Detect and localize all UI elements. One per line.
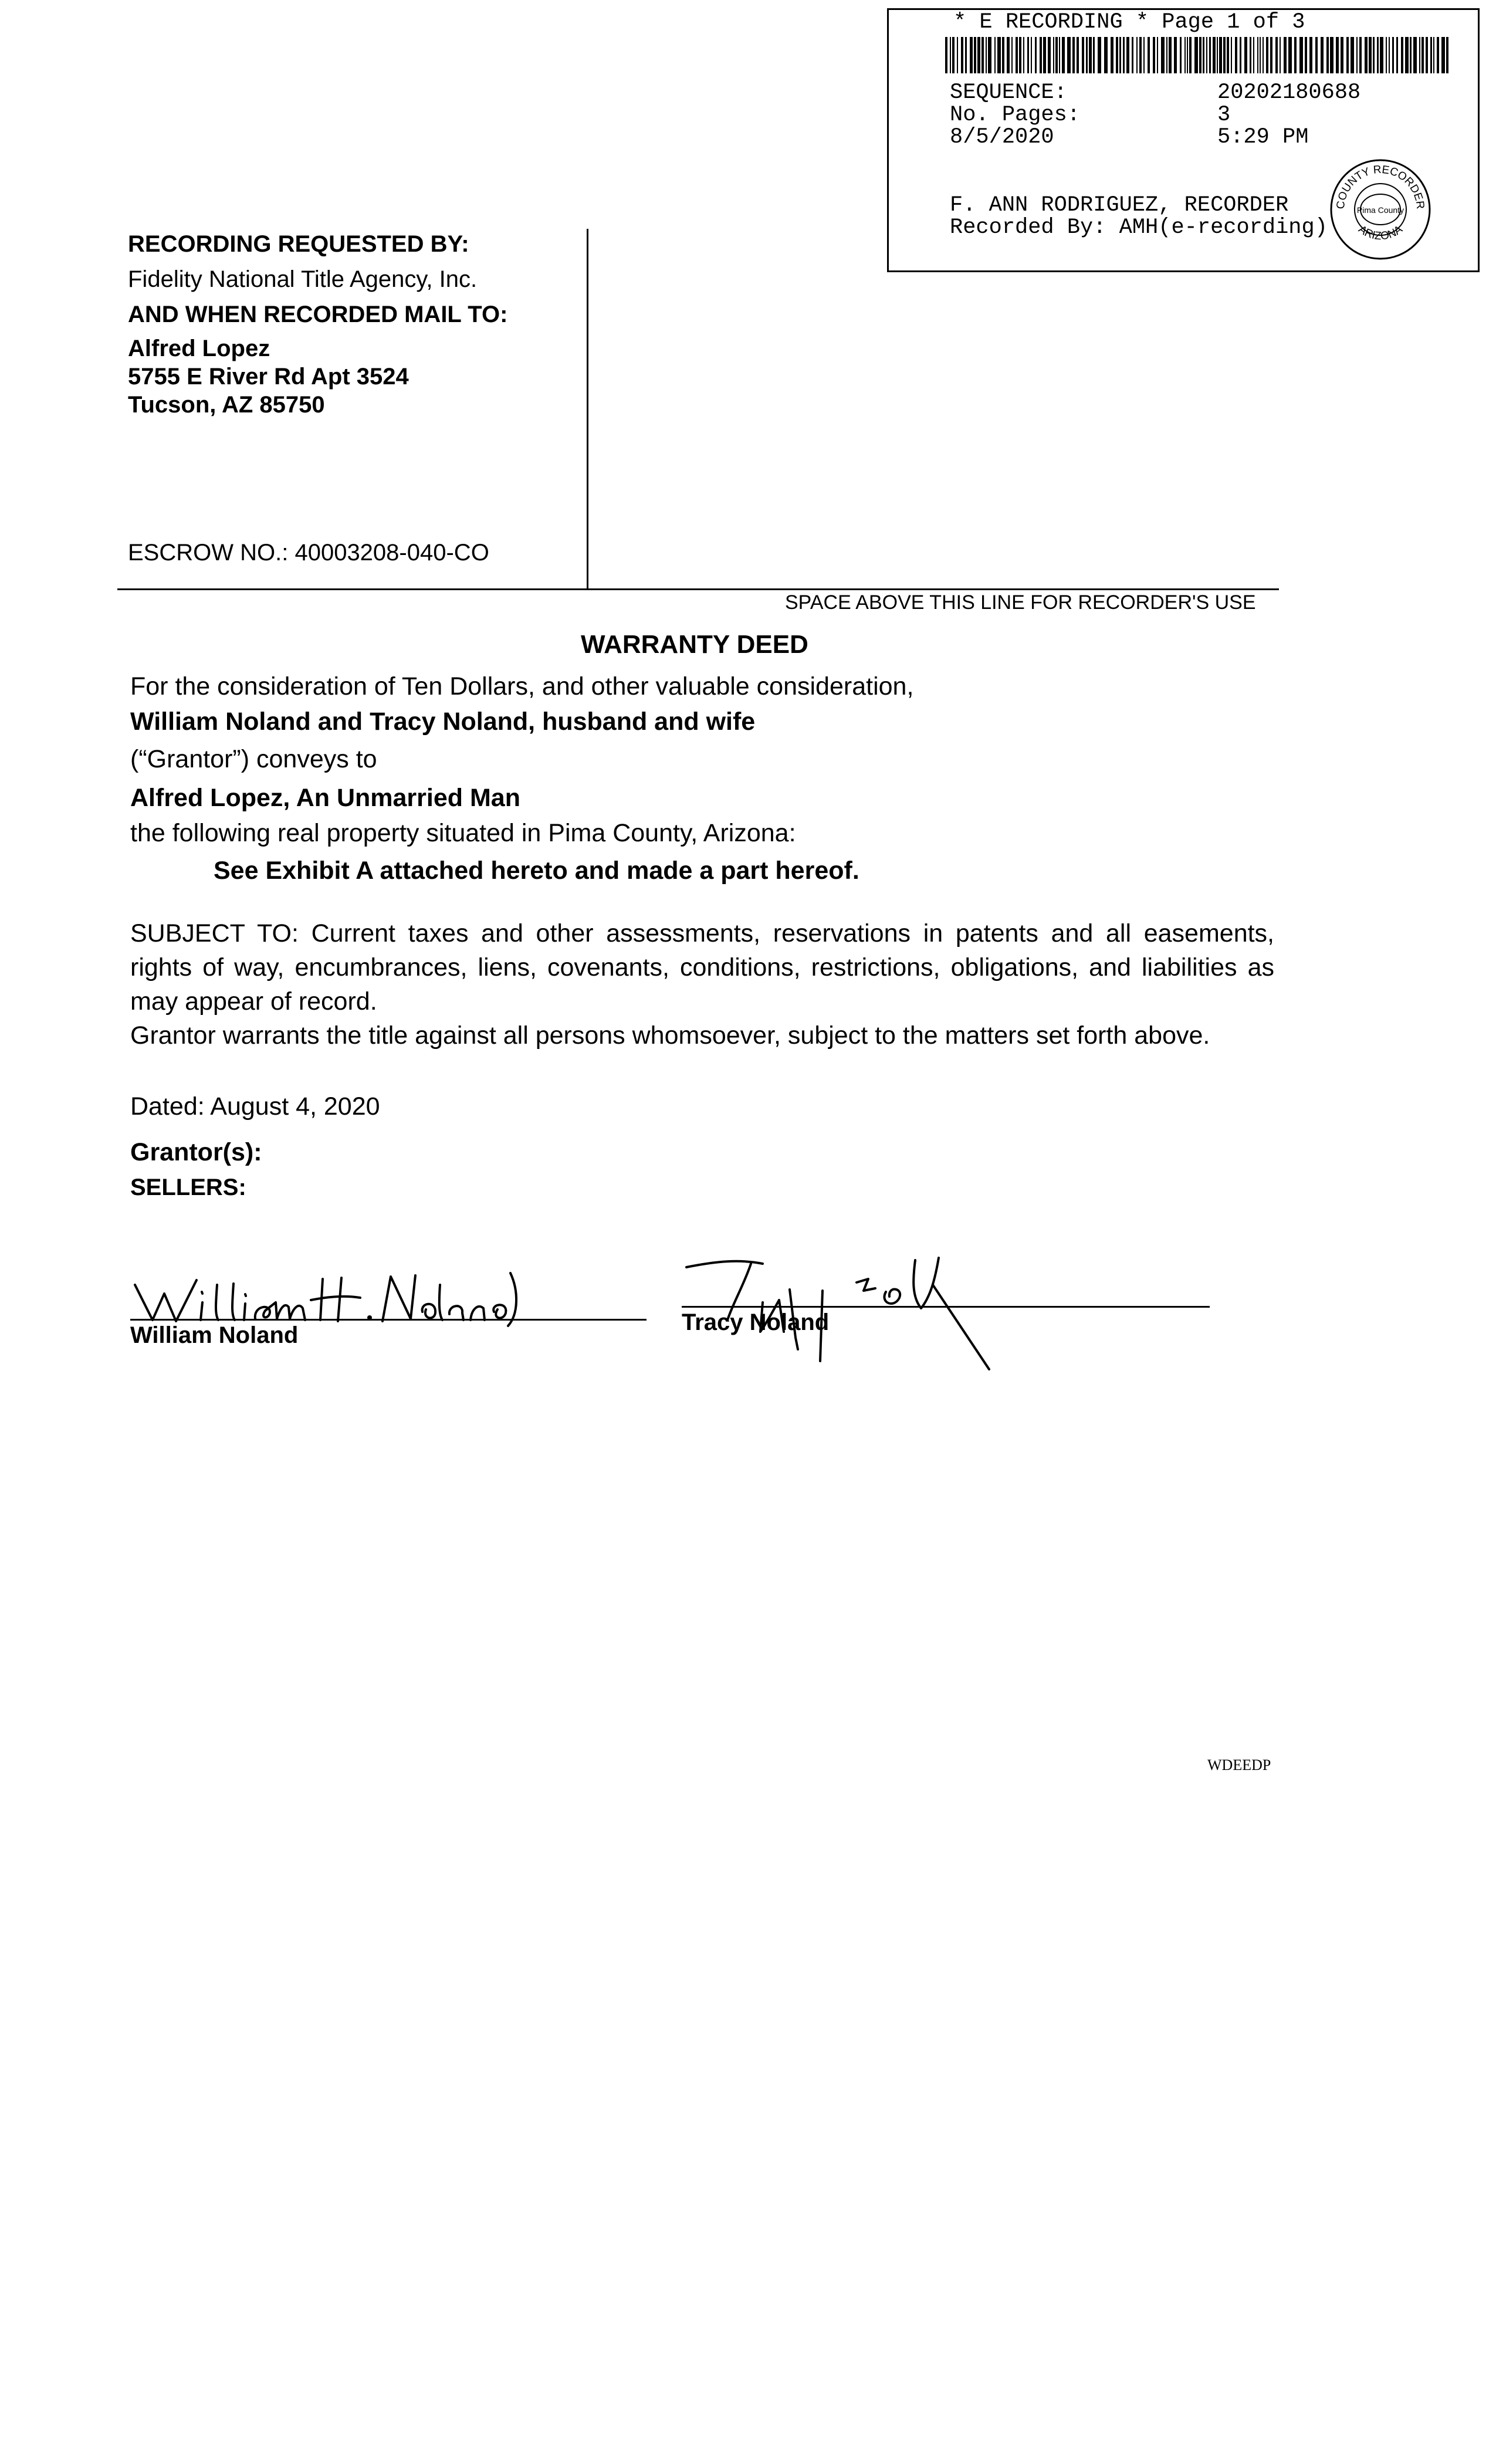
stamp-title: * E RECORDING * Page 1 of 3 [953, 10, 1305, 35]
sequence-value: 20202180688 [1217, 80, 1361, 105]
seller2-name: Tracy Noland [682, 1309, 830, 1335]
recording-stamp [887, 8, 1480, 272]
grantor-names: William Noland and Tracy Noland, husband and wife [130, 708, 756, 736]
svg-text:COUNTY RECORDER [1335, 164, 1427, 210]
requested-by-label: RECORDING REQUESTED BY: [128, 231, 469, 257]
record-time: 5:29 PM [1217, 125, 1309, 150]
mail-street: 5755 E River Rd Apt 3524 [128, 364, 409, 390]
recorded-by: Recorded By: AMH(e-recording) [950, 215, 1328, 240]
mail-city: Tucson, AZ 85750 [128, 392, 325, 418]
seller2-signature-line [682, 1306, 1210, 1308]
conveys-text: (“Grantor”) conveys to [130, 745, 377, 773]
seal-bottom-text: ARIZONA [1356, 223, 1405, 243]
svg-text:ARIZONA [1356, 223, 1404, 242]
county-seal-icon [1328, 157, 1433, 262]
vertical-divider [587, 229, 588, 590]
grantee-name: Alfred Lopez, An Unmarried Man [130, 784, 520, 812]
pages-label: No. Pages: [950, 103, 1081, 127]
subject-to-paragraph: SUBJECT TO: Current taxes and other assessments, reservations in patents and all easements, rights of way, encumbrances, liens, covenants, conditions, restrictions, obligations, and liabilities as may appear of record. [130, 919, 1274, 1016]
warrants-paragraph: Grantor warrants the title against all persons whomsoever, subject to the matters set forth above. [130, 1021, 1210, 1050]
deed-title: WARRANTY DEED [581, 630, 808, 659]
grantors-label: Grantor(s): [130, 1138, 262, 1166]
sellers-label: SELLERS: [130, 1175, 246, 1200]
footer-code: WDEEDP [1207, 1756, 1271, 1773]
seller1-name: William Noland [130, 1322, 299, 1348]
dated-text: Dated: August 4, 2020 [130, 1092, 380, 1121]
mail-to-label: AND WHEN RECORDED MAIL TO: [128, 302, 508, 327]
consideration-text: For the consideration of Ten Dollars, and other valuable consideration, [130, 672, 914, 700]
property-text: the following real property situated in Pima County, Arizona: [130, 819, 796, 847]
recorder-name: F. ANN RODRIGUEZ, RECORDER [950, 193, 1289, 218]
seller1-signature-line [130, 1319, 647, 1321]
requested-by: Fidelity National Title Agency, Inc. [128, 266, 478, 292]
seller2-signature [675, 1244, 1074, 1373]
sequence-label: SEQUENCE: [950, 80, 1067, 105]
recorder-space-divider [117, 588, 1279, 590]
pages-value: 3 [1217, 103, 1231, 127]
barcode [945, 37, 1451, 73]
recorder-space-note: SPACE ABOVE THIS LINE FOR RECORDER'S USE [785, 591, 1256, 614]
exhibit-text: See Exhibit A attached hereto and made a part hereof. [214, 857, 859, 885]
mail-name: Alfred Lopez [128, 336, 270, 361]
record-date: 8/5/2020 [950, 125, 1054, 150]
seal-top-text: COUNTY RECORDER [1334, 163, 1427, 210]
escrow-number: ESCROW NO.: 40003208-040-CO [128, 540, 489, 566]
seal-center-text: Pima County [1356, 205, 1404, 215]
